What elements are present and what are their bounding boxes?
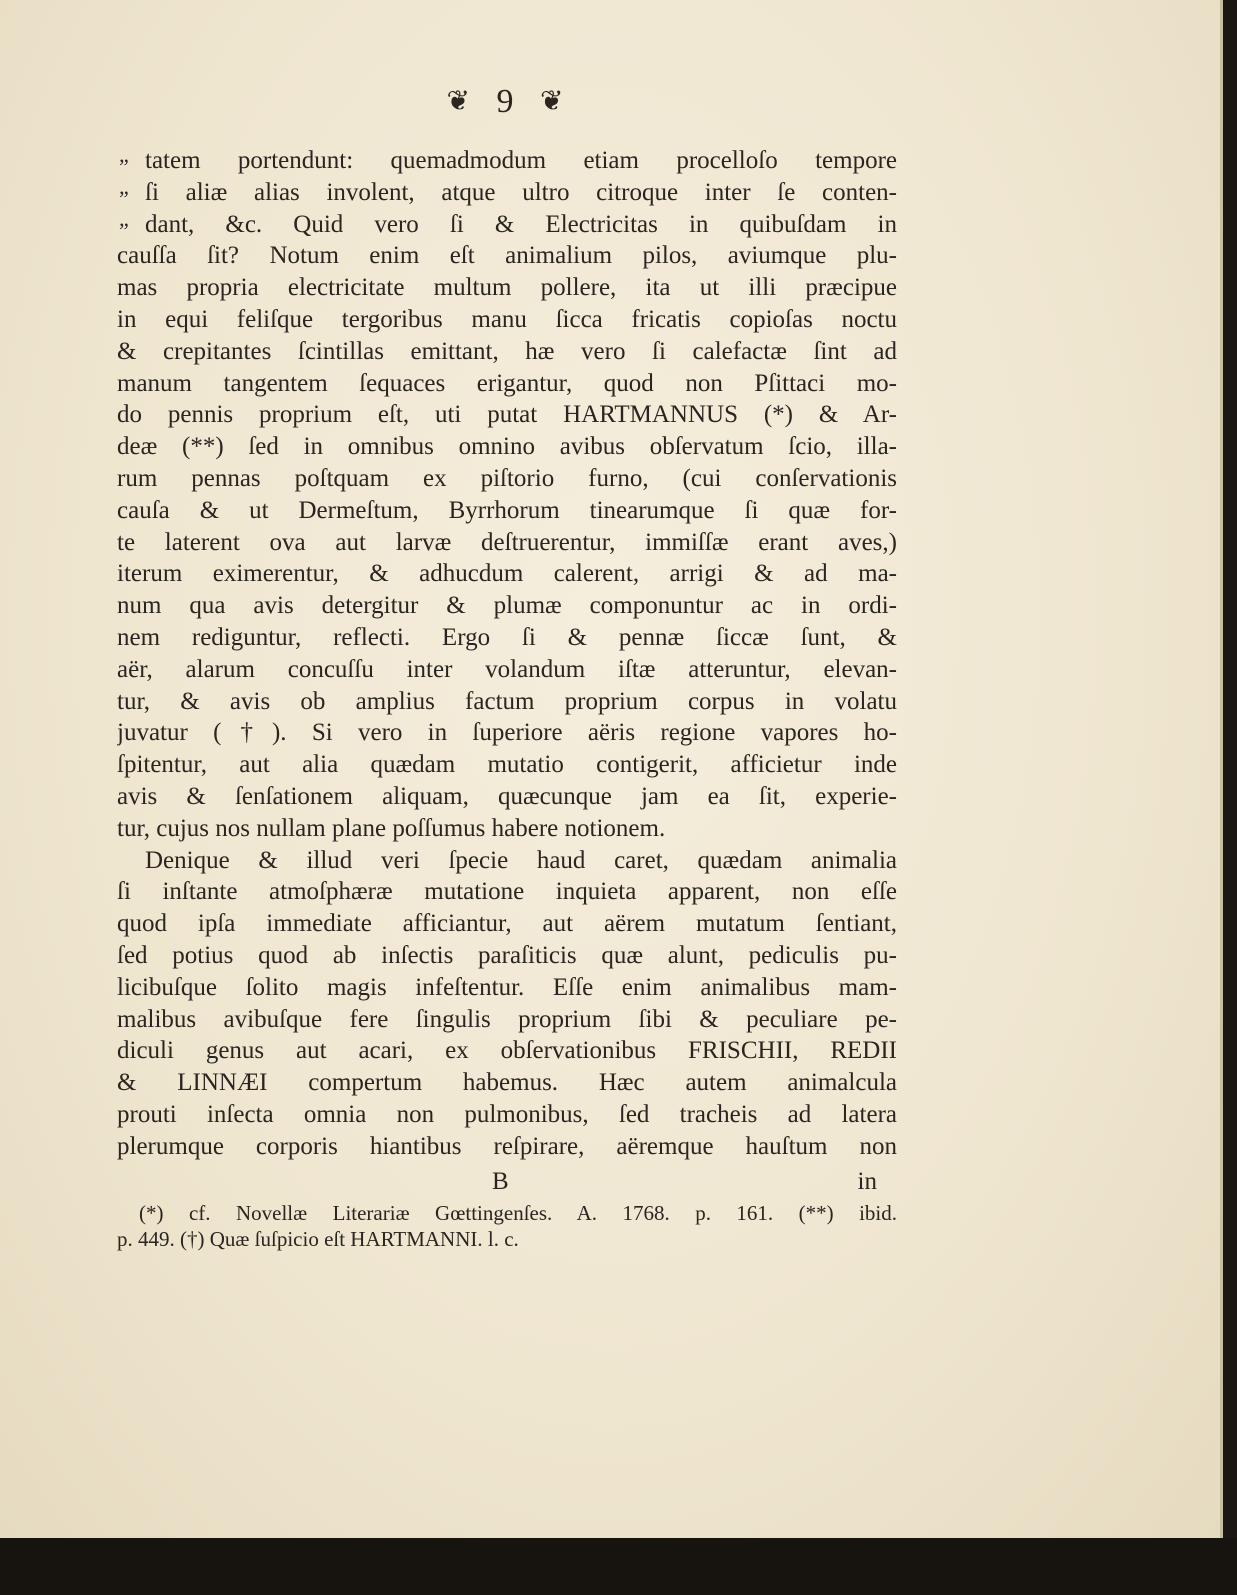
text-line: tur, & avis ob amplius factum proprium corpus in volatu <box>117 687 897 715</box>
text-line: ſpitentur, aut alia quædam mutatio contigerit, afficietur inde <box>117 751 897 779</box>
text-line: prouti inſecta omnia non pulmonibus, ſed tracheis ad latera <box>117 1100 897 1128</box>
text-line: tur, cujus nos nullam plane poſſumus habere notionem. <box>117 814 666 842</box>
right-ornament-icon: ❦ <box>540 86 564 118</box>
text-line: diculi genus aut acari, ex obſervationibus FRISCHII, REDII <box>117 1037 897 1065</box>
text-line: cauſa & ut Dermeſtum, Byrrhorum tinearumque ſi quæ for- <box>117 496 897 524</box>
text-line: ſed potius quod ab inſectis paraſiticis quæ alunt, pediculis pu- <box>117 941 897 969</box>
text-line: „ tatem portendunt: quemadmodum etiam procelloſo tempore <box>117 145 897 177</box>
text-line: rum pennas poſtquam ex piſtorio furno, (cui conſervationis <box>117 464 897 492</box>
signature-mark: B <box>492 1168 509 1195</box>
left-ornament-icon: ❦ <box>446 86 470 118</box>
text-line: iterum eximerentur, & adhucdum calerent, arrigi & ad ma- <box>117 560 897 588</box>
catchword: in <box>857 1168 877 1195</box>
page-number: 9 <box>496 83 514 121</box>
text-line: & LINNÆI compertum habemus. Hæc autem animalcula <box>117 1069 897 1097</box>
text-line: plerumque corporis hiantibus reſpirare, aëremque hauſtum non <box>117 1132 897 1160</box>
text-line: „ dant, &c. Quid vero ſi & Electricitas in quibuſdam in <box>117 209 897 241</box>
text-line: mas propria electricitate multum pollere, ita ut illi præcipue <box>117 274 897 302</box>
footnote-line: (*) cf. Novellæ Literariæ Gœttingenſes. A. 1768. p. 161. (**) ibid. <box>139 1201 897 1225</box>
text-line: juvatur (†). Si vero in ſuperiore aëris regione vapores ho- <box>117 719 897 747</box>
text-line: in equi feliſque tergoribus manu ſicca fricatis copioſas noctu <box>117 305 897 333</box>
text-line: Denique & illud veri ſpecie haud caret, quædam animalia <box>145 846 897 874</box>
page-edge-shadow <box>0 1538 1237 1595</box>
text-line: ſi inſtante atmoſphæræ mutatione inquieta apparent, non eſſe <box>117 878 897 906</box>
text-line: te laterent ova aut larvæ deſtruerentur, immiſſæ erant aves,) <box>117 528 897 556</box>
text-line: licibuſque ſolito magis infeſtentur. Eſſe enim animalibus mam- <box>117 973 897 1001</box>
body-text <box>117 145 897 1163</box>
text-line: aër, alarum concuſſu inter volandum iſtæ atteruntur, elevan- <box>117 655 897 683</box>
text-line: nem rediguntur, reflecti. Ergo ſi & pennæ ſiccæ ſunt, & <box>117 623 897 651</box>
text-line: cauſſa ſit? Notum enim eſt animalium pilos, aviumque plu- <box>117 242 897 270</box>
footnotes <box>117 1200 897 1252</box>
text-line: num qua avis detergitur & plumæ componuntur ac in ordi- <box>117 592 897 620</box>
text-line: quod ipſa immediate afficiantur, aut aërem mutatum ſentiant, <box>117 910 897 938</box>
footnote-line: p. 449. (†) Quæ ſuſpicio eſt HARTMANNI. l. c. <box>117 1227 519 1251</box>
text-line: & crepitantes ſcintillas emittant, hæ vero ſi calefactæ ſint ad <box>117 337 897 365</box>
text-line: avis & ſenſationem aliquam, quæcunque jam ea ſit, experie- <box>117 782 897 810</box>
text-line: deæ (**) ſed in omnibus omnino avibus obſervatum ſcio, illa- <box>117 433 897 461</box>
page-header <box>0 80 1010 122</box>
text-line: malibus avibuſque fere ſingulis proprium ſibi & peculiare pe- <box>117 1005 897 1033</box>
text-line: do pennis proprium eſt, uti putat HARTMANNUS (*) & Ar- <box>117 401 897 429</box>
text-line: manum tangentem ſequaces erigantur, quod non Pſittaci mo- <box>117 369 897 397</box>
catch-line <box>117 1168 897 1198</box>
text-line: „ ſi aliæ alias involent, atque ultro citroque inter ſe conten- <box>117 177 897 209</box>
